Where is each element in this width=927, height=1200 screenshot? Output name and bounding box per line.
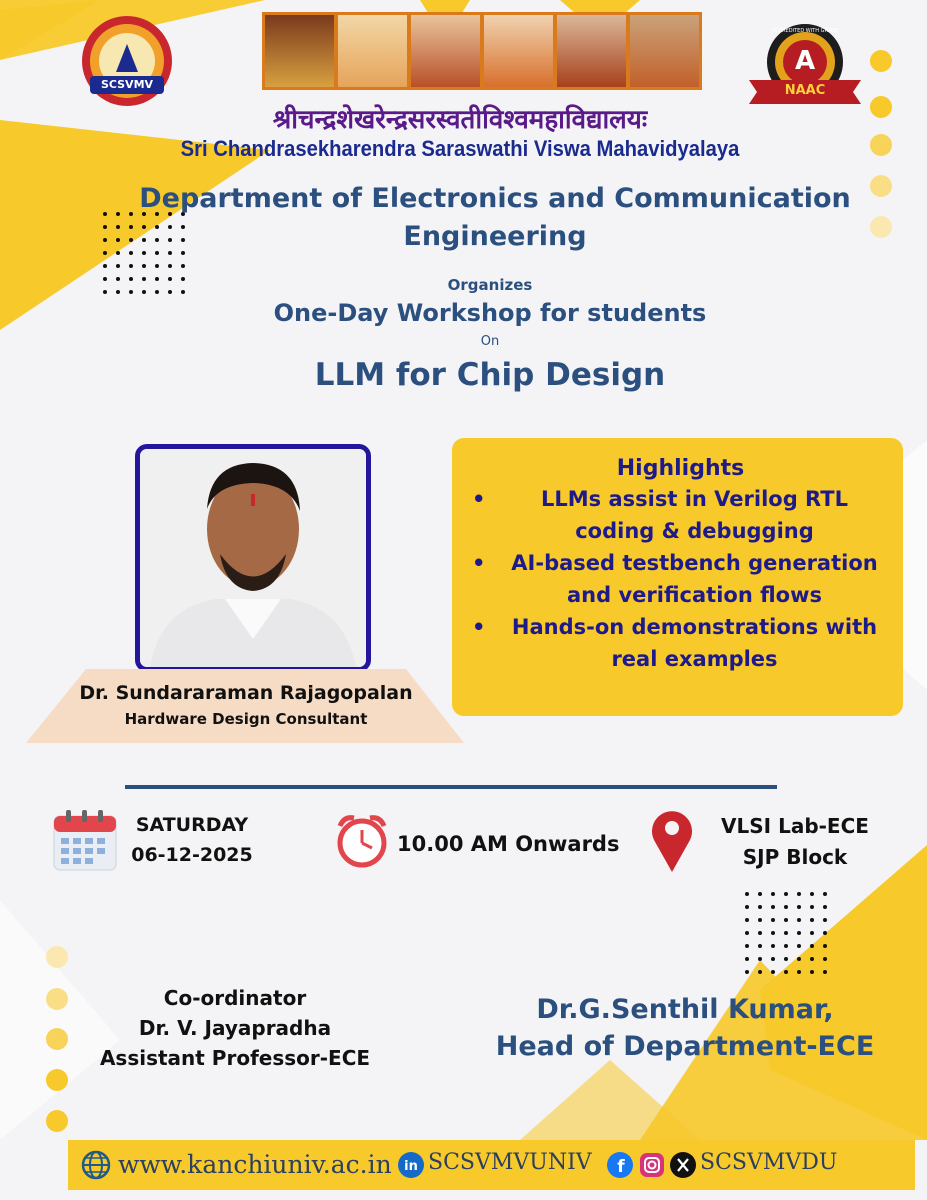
venue-line1: VLSI Lab-ECE	[721, 814, 869, 838]
decor-circle	[870, 175, 892, 197]
bullet: •	[472, 551, 486, 575]
acharya-portraits-strip	[262, 12, 702, 90]
topic-title: LLM for Chip Design	[314, 357, 666, 393]
website-link[interactable]: www.kanchiuniv.ac.in	[118, 1150, 392, 1179]
decor-circle	[46, 988, 68, 1010]
hod-title: Head of Department-ECE	[495, 1031, 875, 1062]
university-logo	[80, 14, 174, 108]
decor-circle	[46, 1028, 68, 1050]
instagram-icon[interactable]	[639, 1152, 665, 1178]
on-label: On	[480, 334, 500, 349]
svg-text:f: f	[617, 1157, 625, 1177]
location-pin-icon	[650, 806, 694, 872]
highlight-item: • Hands-on demonstrations with real examples	[472, 611, 889, 675]
calendar-icon	[52, 810, 118, 872]
alarm-clock-icon	[334, 812, 390, 868]
linkedin-icon[interactable]	[398, 1152, 424, 1178]
event-date: 06-12-2025	[131, 844, 253, 866]
naac-label: NAAC	[784, 83, 826, 98]
highlights-title: Highlights	[616, 456, 745, 481]
facebook-icon[interactable]	[607, 1152, 633, 1178]
portrait	[484, 15, 553, 87]
department-title: Department of Electronics and Communication Engineering	[139, 183, 851, 252]
hod-name: Dr.G.Senthil Kumar,	[536, 994, 834, 1025]
workshop-title: One-Day Workshop for students	[273, 299, 707, 327]
decor-circle	[870, 216, 892, 238]
decor-circle	[870, 50, 892, 72]
portrait	[411, 15, 480, 87]
coordinator-name: Dr. V. Jayapradha	[138, 1016, 332, 1040]
event-time: 10.00 AM Onwards	[397, 832, 620, 856]
decor-circle	[46, 946, 68, 968]
decor-circle	[46, 1069, 68, 1091]
portrait	[265, 15, 334, 87]
highlights-box	[452, 438, 903, 716]
coordinator-role: Co-ordinator	[163, 986, 307, 1010]
naac-ring-text: ACCREDITED WITH GRADE	[771, 28, 839, 34]
portrait	[338, 15, 407, 87]
naac-badge	[745, 20, 865, 115]
event-day: SATURDAY	[135, 814, 249, 836]
portrait	[630, 15, 699, 87]
logo-text: SCSVMV	[100, 78, 154, 91]
university-name: Sri Chandrasekharendra Saraswathi Viswa Mahavidyalaya	[180, 136, 740, 161]
svg-text:in: in	[404, 1159, 418, 1174]
x-icon[interactable]	[670, 1152, 696, 1178]
portrait	[557, 15, 626, 87]
decor-circle	[870, 134, 892, 156]
speaker-name-band	[26, 669, 466, 743]
bullet: •	[472, 615, 486, 639]
section-divider	[125, 785, 777, 789]
social-handle[interactable]: SCSVMVDU	[700, 1150, 838, 1175]
coordinator-title: Assistant Professor-ECE	[99, 1046, 371, 1070]
venue-line2: SJP Block	[742, 845, 848, 869]
linkedin-handle[interactable]: SCSVMVUNIV	[428, 1150, 592, 1175]
highlight-item: • LLMs assist in Verilog RTL coding & debugging	[472, 483, 889, 547]
dot-grid-right	[745, 892, 827, 974]
decor-circle	[46, 1110, 68, 1132]
highlight-item: • AI-based testbench generation and verification flows	[472, 547, 889, 611]
speaker-photo-frame	[135, 444, 371, 672]
decor-circle	[870, 96, 892, 118]
globe-icon	[80, 1149, 112, 1181]
speaker-designation: Hardware Design Consultant	[124, 710, 368, 728]
naac-grade: A	[794, 46, 816, 76]
organizes-label: Organizes	[447, 276, 533, 294]
university-name-sanskrit: श्रीचन्द्रशेखरेन्द्रसरस्वतीविश्वमहाविद्यालयः	[272, 105, 648, 135]
speaker-photo	[140, 449, 366, 667]
bullet: •	[472, 487, 486, 511]
speaker-name: Dr. Sundararaman Rajagopalan	[79, 682, 413, 704]
